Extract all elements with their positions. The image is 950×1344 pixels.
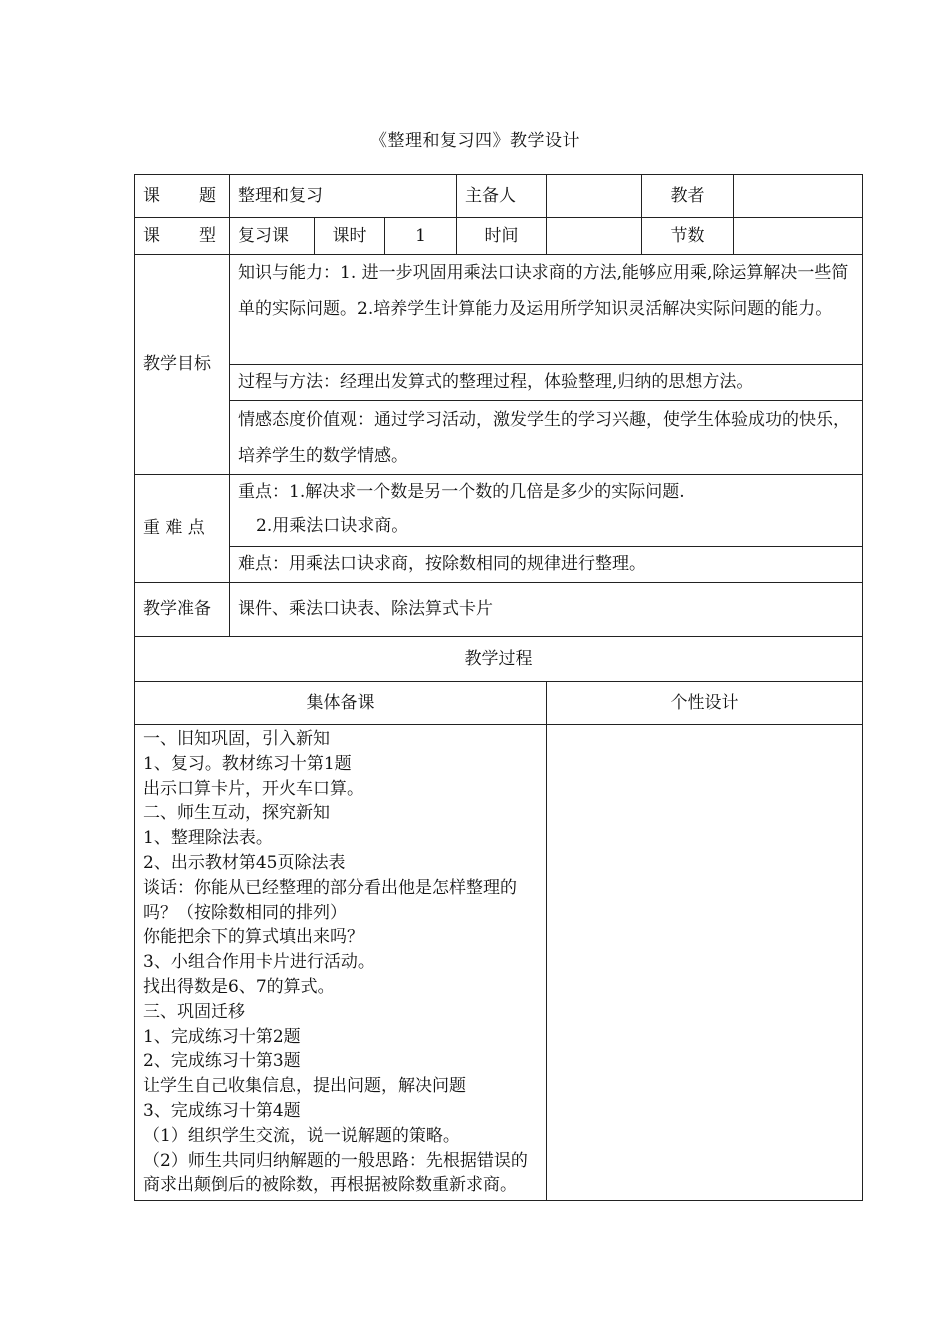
topic-label: 课 题 bbox=[135, 175, 230, 218]
process-columns-row bbox=[135, 682, 863, 725]
process-line: 商求出颠倒后的被除数，再根据被除数重新求商。 bbox=[143, 1175, 517, 1196]
personal-column-header: 个性设计 bbox=[547, 682, 863, 725]
key-points-label: 重 难 点 bbox=[135, 475, 230, 583]
process-body-row bbox=[135, 725, 863, 1201]
process-header-row bbox=[135, 637, 863, 682]
key-point-2: 2.用乘法口诀求商。 bbox=[256, 516, 409, 536]
key-points-cell bbox=[230, 475, 863, 547]
objective-process: 过程与方法：经理出发算式的整理过程，体验整理,归纳的思想方法。 bbox=[230, 365, 863, 401]
objectives-process-row bbox=[135, 365, 863, 401]
process-line: 出示口算卡片，开火车口算。 bbox=[143, 778, 364, 799]
teacher-label: 教者 bbox=[642, 175, 734, 218]
difficulty-row bbox=[135, 547, 863, 583]
time-value bbox=[547, 218, 642, 255]
section-value bbox=[734, 218, 863, 255]
period-label: 课时 bbox=[315, 218, 385, 255]
process-line: 一、旧知巩固，引入新知 bbox=[143, 729, 330, 749]
key-points-row bbox=[135, 475, 863, 547]
objectives-label: 教学目标 bbox=[135, 255, 230, 475]
objectives-knowledge-row bbox=[135, 255, 863, 365]
process-line: 1、完成练习十第2题 bbox=[143, 1026, 301, 1047]
type-row bbox=[135, 218, 863, 255]
process-line: 2、出示教材第45页除法表 bbox=[143, 852, 346, 873]
difficulty-value: 难点：用乘法口诀求商，按除数相同的规律进行整理。 bbox=[230, 547, 863, 583]
process-line: 2、完成练习十第3题 bbox=[143, 1051, 301, 1072]
section-label: 节数 bbox=[642, 218, 734, 255]
process-line: 1、整理除法表。 bbox=[143, 828, 273, 849]
collective-content bbox=[135, 725, 547, 1201]
process-line: （2）师生共同归纳解题的一般思路：先根据错误的 bbox=[143, 1150, 528, 1171]
collective-column-header: 集体备课 bbox=[135, 682, 547, 725]
time-label: 时间 bbox=[457, 218, 547, 255]
personal-content bbox=[547, 725, 863, 1201]
process-line: 3、完成练习十第4题 bbox=[143, 1100, 301, 1121]
process-line: 1、复习。教材练习十第1题 bbox=[143, 753, 352, 774]
period-value: 1 bbox=[385, 218, 457, 255]
type-label: 课 型 bbox=[135, 218, 230, 255]
preparation-row bbox=[135, 583, 863, 637]
topic-value: 整理和复习 bbox=[230, 175, 457, 218]
process-line: 吗？（按除数相同的排列） bbox=[143, 902, 347, 923]
preparer-value bbox=[547, 175, 642, 218]
lesson-plan-table bbox=[134, 174, 863, 1201]
preparation-label: 教学准备 bbox=[135, 583, 230, 637]
teacher-value bbox=[734, 175, 863, 218]
process-line: 让学生自己收集信息，提出问题，解决问题 bbox=[143, 1076, 466, 1097]
process-line: （1）组织学生交流，说一说解题的策略。 bbox=[143, 1125, 460, 1146]
process-line: 二、师生互动，探究新知 bbox=[143, 803, 330, 824]
process-label: 教学过程 bbox=[135, 637, 863, 682]
process-line: 三、巩固迁移 bbox=[143, 1001, 245, 1022]
preparation-value: 课件、乘法口诀表、除法算式卡片 bbox=[230, 583, 863, 637]
objective-knowledge: 知识与能力：1. 进一步巩固用乘法口诀求商的方法,能够应用乘,除运算解决一些简单的实际问题。2.培养学生计算能力及运用所学知识灵活解决实际问题的能力。 bbox=[230, 255, 863, 365]
preparer-label: 主备人 bbox=[457, 175, 547, 218]
process-line: 3、小组合作用卡片进行活动。 bbox=[143, 952, 375, 973]
document-title: 《整理和复习四》教学设计 bbox=[370, 131, 580, 151]
process-line: 你能把余下的算式填出来吗？ bbox=[143, 927, 364, 948]
process-line: 找出得数是6、7的算式。 bbox=[143, 976, 335, 997]
key-point-1: 重点：1.解决求一个数是另一个数的几倍是多少的实际问题. bbox=[238, 482, 685, 502]
process-line: 谈话：你能从已经整理的部分看出他是怎样整理的 bbox=[143, 877, 517, 898]
type-value: 复习课 bbox=[230, 218, 315, 255]
objective-emotion: 情感态度价值观：通过学习活动，激发学生的学习兴趣，使学生体验成功的快乐，培养学生的数学情感。 bbox=[230, 401, 863, 475]
objectives-emotion-row bbox=[135, 401, 863, 475]
topic-row bbox=[135, 175, 863, 218]
